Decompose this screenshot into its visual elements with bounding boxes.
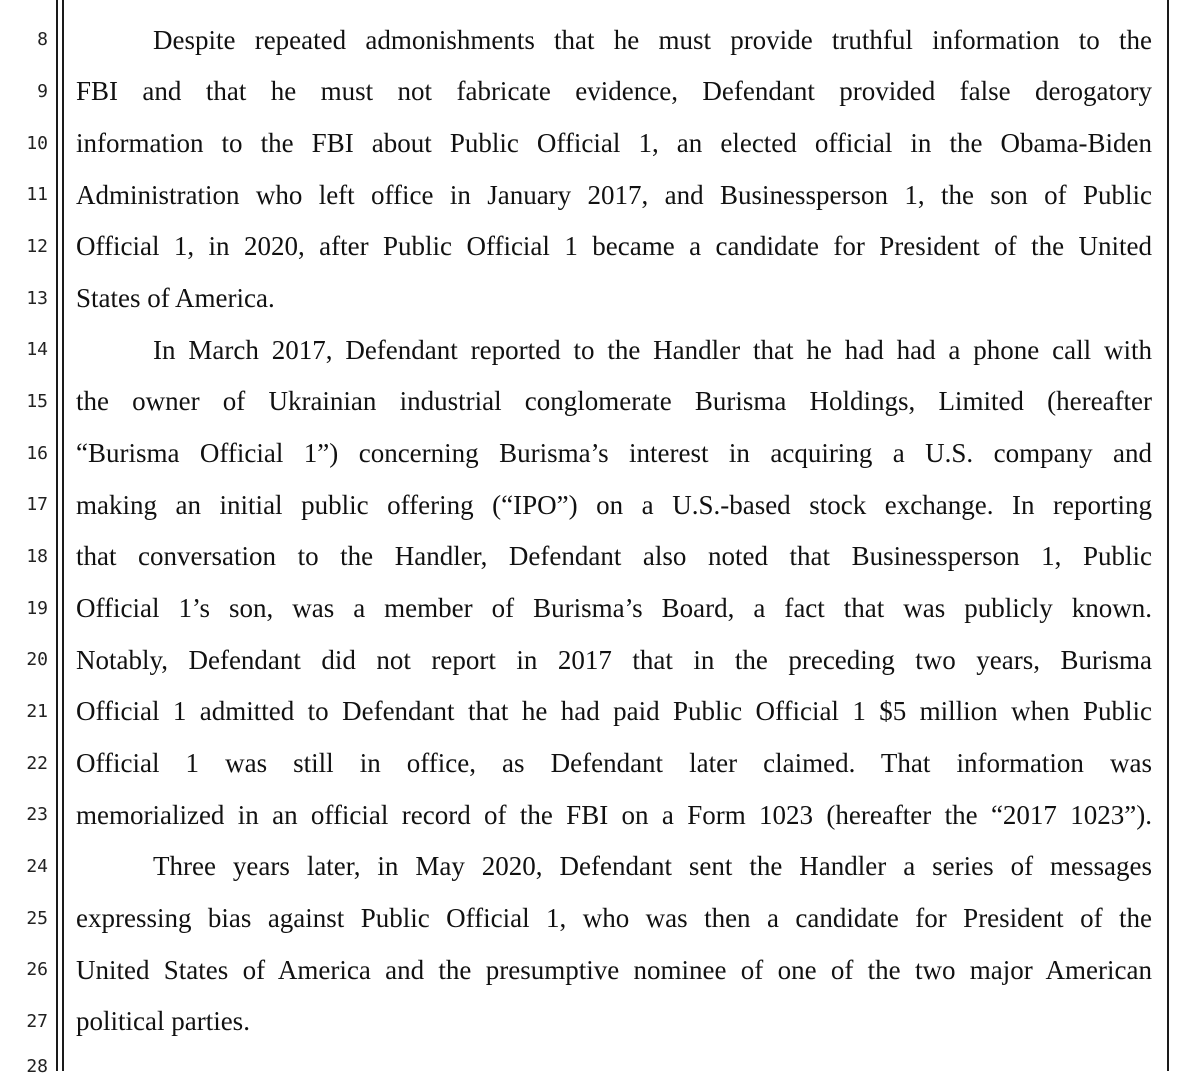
line-number: 8 — [37, 29, 48, 50]
right-margin-rule — [1167, 0, 1169, 1071]
body-text-line: political parties. — [76, 1006, 250, 1036]
body-text-line: In March 2017, Defendant reported to the Handler that he had had a phone call with — [153, 335, 1152, 365]
body-text-line: expressing bias against Public Official 1, who was then a candidate for President of the — [76, 903, 1152, 933]
body-text-line: States of America. — [76, 283, 275, 313]
body-text-line: making an initial public offering (“IPO”) on a U.S.-based stock exchange. In reporting — [76, 490, 1152, 520]
line-number: 20 — [26, 649, 48, 670]
line-number: 15 — [26, 391, 48, 412]
body-text-line: Notably, Defendant did not report in 2017 that in the preceding two years, Burisma — [76, 645, 1152, 675]
body-text-line: Official 1, in 2020, after Public Official 1 became a candidate for President of the United — [76, 231, 1152, 261]
body-text-line: Official 1 admitted to Defendant that he had paid Public Official 1 $5 million when Public — [76, 696, 1152, 726]
line-number: 21 — [26, 701, 48, 722]
line-number: 13 — [26, 288, 48, 309]
line-number: 14 — [26, 339, 48, 360]
line-number: 19 — [26, 598, 48, 619]
body-text-line: “Burisma Official 1”) concerning Burisma’s interest in acquiring a U.S. company and — [76, 438, 1152, 468]
body-text-line: that conversation to the Handler, Defendant also noted that Businessperson 1, Public — [76, 541, 1152, 571]
line-number: 28 — [26, 1056, 48, 1077]
body-text-line: Official 1 was still in office, as Defendant later claimed. That information was — [76, 748, 1152, 778]
line-number: 17 — [26, 494, 48, 515]
left-margin-rule-inner — [62, 0, 64, 1071]
body-text-line: information to the FBI about Public Official 1, an elected official in the Obama-Biden — [76, 128, 1152, 158]
body-text-line: Administration who left office in January 2017, and Businessperson 1, the son of Public — [76, 180, 1152, 210]
body-text-line: the owner of Ukrainian industrial conglomerate Burisma Holdings, Limited (hereafter — [76, 386, 1152, 416]
line-number: 11 — [26, 184, 48, 205]
body-text-line: United States of America and the presumptive nominee of one of the two major American — [76, 955, 1152, 985]
document-body — [76, 0, 1152, 1071]
body-text-line: Despite repeated admonishments that he must provide truthful information to the — [153, 25, 1152, 55]
line-number: 22 — [26, 753, 48, 774]
line-number: 25 — [26, 908, 48, 929]
line-number-column — [0, 0, 50, 1077]
line-number: 27 — [26, 1011, 48, 1032]
body-text-line: Three years later, in May 2020, Defendant sent the Handler a series of messages — [153, 851, 1152, 881]
line-number: 18 — [26, 546, 48, 567]
body-text-line: FBI and that he must not fabricate evidence, Defendant provided false derogatory — [76, 76, 1152, 106]
line-number: 24 — [26, 856, 48, 877]
line-number: 23 — [26, 804, 48, 825]
body-text-line: memorialized in an official record of the FBI on a Form 1023 (hereafter the “2017 1023”). — [76, 800, 1152, 830]
line-number: 9 — [37, 81, 48, 102]
line-number: 12 — [26, 236, 48, 257]
line-number: 16 — [26, 443, 48, 464]
left-margin-rule-outer — [56, 0, 58, 1071]
line-number: 26 — [26, 959, 48, 980]
line-number: 10 — [26, 133, 48, 154]
body-text-line: Official 1’s son, was a member of Burisma’s Board, a fact that was publicly known. — [76, 593, 1152, 623]
